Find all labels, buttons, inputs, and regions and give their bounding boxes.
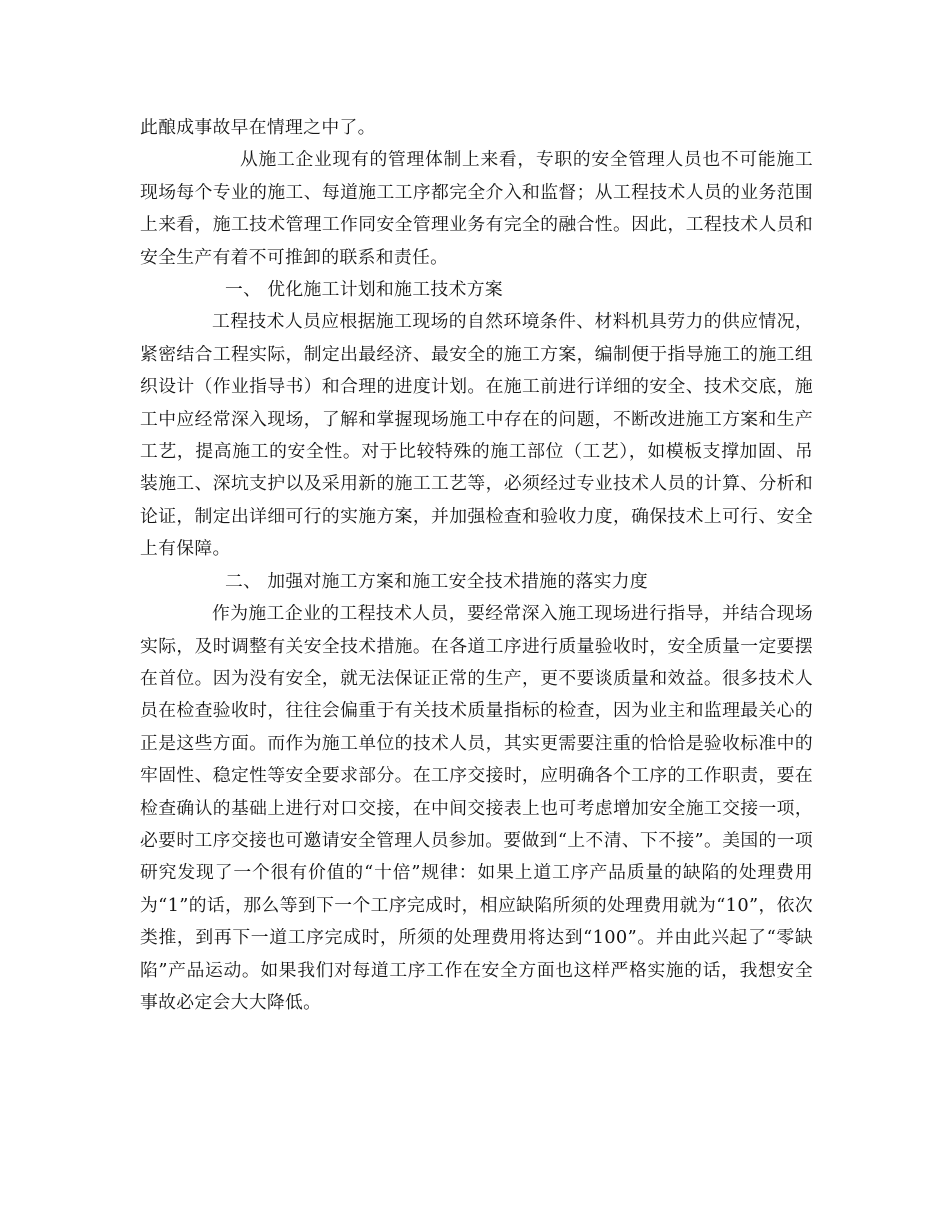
paragraph-management-system: 从施工企业现有的管理体制上来看，专职的安全管理人员也不可能施工现场每个专业的施工、每道施工工序都完全介入和监督；从工程技术人员的业务范围上来看，施工技术管理工作同安全管理业务有完全的融合性。因此，工程技术人员和安全生产有着不可推卸的联系和责任。 [140,149,813,268]
paragraph-continuation: 此酿成事故早在情理之中了。 [140,117,376,138]
paragraph-section-1-body: 工程技术人员应根据施工现场的自然环境条件、材料机具劳力的供应情况，紧密结合工程实际，制定出最经济、最安全的施工方案，编制便于指导施工的施工组织设计（作业指导书）和合理的进度计划。在施工前进行详细的安全、技术交底，施工中应经常深入现场，了解和掌握现场施工中存在的问题，不断改进施工方案和生产工艺，提高施工的安全性。对于比较特殊的施工部位（工艺），如模板支撑加固、吊装施工、深坑支护以及采用新的施工工艺等，必须经过专业技术人员的计算、分析和论证，制定出详细可行的实施方案，并加强检查和验收力度，确保技术上可行、安全上有保障。 [140,311,813,560]
section-heading-2: 二、 加强对施工方案和施工安全技术措施的落实力度 [225,570,649,592]
document-body [140,112,813,1019]
paragraph-section-2-body: 作为施工企业的工程技术人员，要经常深入施工现场进行指导，并结合现场实际，及时调整有关安全技术措施。在各道工序进行质量验收时，安全质量一定要摆在首位。因为没有安全，就无法保证正常的生产，更不要谈质量和效益。很多技术人员在检查验收时，往往会偏重于有关技术质量指标的检查，因为业主和监理最关心的正是这些方面。而作为施工单位的技术人员，其实更需要注重的恰恰是验收标准中的牢固性、稳定性等安全要求部分。在工序交接时，应明确各个工序的工作职责，要在检查确认的基础上进行对口交接，在中间交接表上也可考虑增加安全施工交接一项，必要时工序交接也可邀请安全管理人员参加。要做到“上不清、下不接”。美国的一项研究发现了一个很有价值的“十倍”规律：如果上道工序产品质量的缺陷的处理费用为“1”的话，那么等到下一个工序完成时，相应缺陷所须的处理费用就为“10”，依次类推，到再下一道工序完成时，所须的处理费用将达到“100”。并由此兴起了“零缺陷”产品运动。如果我们对每道工序工作在安全方面也这样严格实施的话，我想安全事故必定会大大降低。 [140,603,813,1013]
section-heading-1: 一、 优化施工计划和施工技术方案 [225,279,503,301]
